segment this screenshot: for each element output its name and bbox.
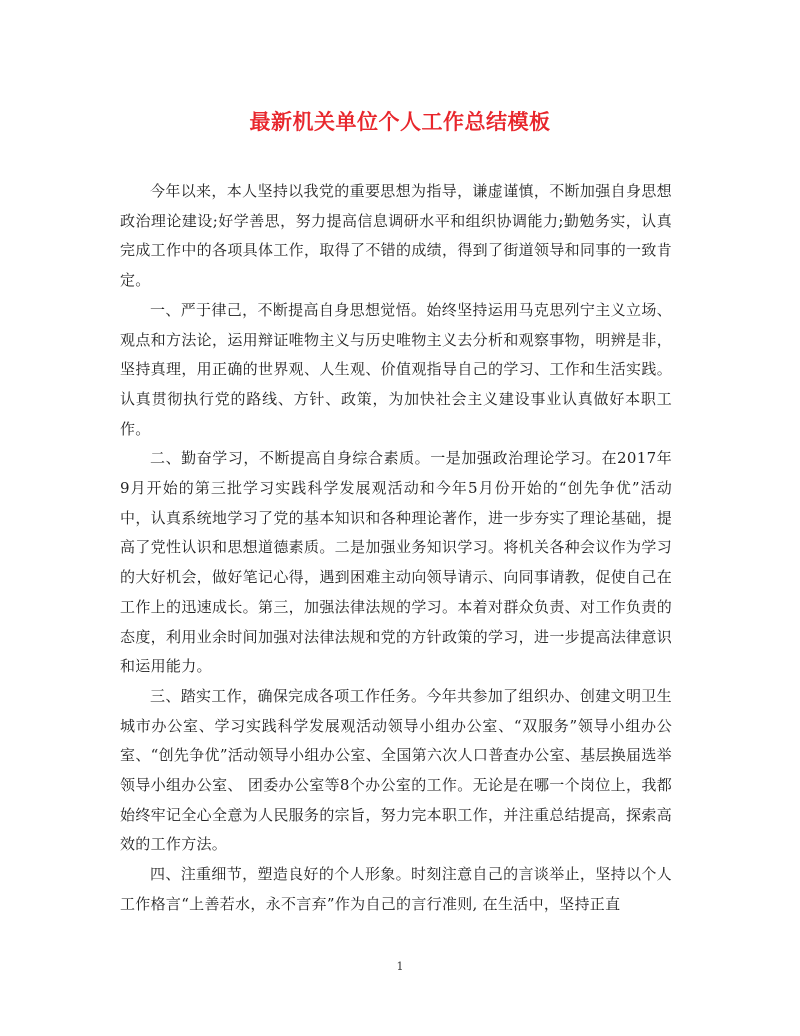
paragraph-section-3: 三、踏实工作，确保完成各项工作任务。今年共参加了组织办、创建文明卫生城市办公室、学习实践科学发展观活动领导小组办公室、“双服务”领导小组办公室、“创先争优”活动领导小组办公室、全国第六次人口普查办公室、基层换届选举领导小组办公室、 团委办公室等8个办公室的工作。无论是在哪一个岗位上，我都始终牢记全心全意为人民服务的宗旨，努力完本职工作，并注重总结提高，探索高效的工作方法。 <box>120 686 672 854</box>
paragraph-intro: 今年以来，本人坚持以我党的重要思想为指导，谦虚谨慎，不断加强自身思想政治理论建设;好学善思，努力提高信息调研水平和组织协调能力;勤勉务实，认真完成工作中的各项具体工作，取得了不错的成绩，得到了街道领导和同事的一致肯定。 <box>120 182 672 290</box>
paragraph-section-1: 一、严于律己，不断提高自身思想觉悟。始终坚持运用马克思列宁主义立场、观点和方法论，运用辩证唯物主义与历史唯物主义去分析和观察事物，明辨是非，坚持真理，用正确的世界观、人生观、价值观指导自己的学习、工作和生活实践。认真贯彻执行党的路线、方针、政策，为加快社会主义建设事业认真做好本职工作。 <box>120 300 672 438</box>
paragraph-section-2: 二、勤奋学习，不断提高自身综合素质。一是加强政治理论学习。在2017年9月开始的第三批学习实践科学发展观活动和今年5月份开始的“创先争优”活动中，认真系统地学习了党的基本知识和各种理论著作，进一步夯实了理论基础，提高了党性认识和思想道德素质。二是加强业务知识学习。将机关各种会议作为学习的大好机会，做好笔记心得，遇到困难主动向领导请示、向同事请教，促使自己在工作上的迅速成长。第三，加强法律法规的学习。本着对群众负责、对工作负责的态度，利用业余时间加强对法律法规和党的方针政策的学习，进一步提高法律意识和运用能力。 <box>120 449 672 676</box>
document-title: 最新机关单位个人工作总结模板 <box>249 110 551 134</box>
page-number: 1 <box>396 960 404 973</box>
paragraph-section-4: 四、注重细节，塑造良好的个人形象。时刻注意自己的言谈举止，坚持以个人工作格言“上善若水，永不言弃”作为自己的言行准则, 在生活中，坚持正直 <box>120 865 672 913</box>
document-body <box>120 177 672 920</box>
